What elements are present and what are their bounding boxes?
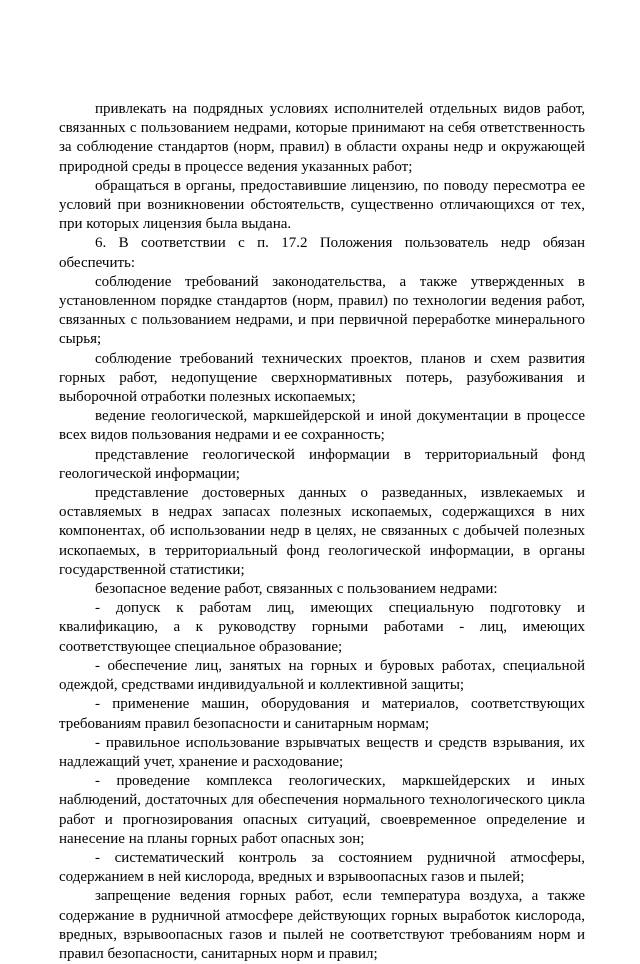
list-item-atmosphere-control: - систематический контроль за состоянием рудничной атмосферы, содержанием в ней кислорода, вредных и взрывоопасных газов и пылей; [59, 849, 585, 886]
paragraph-safe-operations: безопасное ведение работ, связанных с пользованием недрами: [95, 581, 498, 598]
paragraph-work-prohibition: запрещение ведения горных работ, если температура воздуха, а также содержание в рудничной атмосфере действующих горных выработок кислорода, вредных, взрывоопасных газов и пылей не соответствуют требованиям норм и правил безопасности, санитарных норм и правил; [59, 888, 585, 962]
paragraph-section-6: 6. В соответствии с п. 17.2 Положения пользователь недр обязан обеспечить: [59, 235, 585, 271]
list-item-explosives: - правильное использование взрывчатых веществ и средств взрывания, их надлежащий учет, хранение и расходование; [59, 734, 585, 770]
list-item-machinery: - применение машин, оборудования и материалов, соответствующих требованиям правил безопасности и санитарным нормам; [59, 696, 585, 732]
list-item-personnel-admission: - допуск к работам лиц, имеющих специальную подготовку и квалификацию, а к руководству горными работами - лиц, имеющих соответствующее специальное образование; [59, 600, 585, 655]
paragraph-reserves-data: представление достоверных данных о разведанных, извлекаемых и оставляемых в недрах запасах полезных ископаемых, содержащихся в них компонентах, об использовании недр в целях, не связанных с добычей полезных ископаемых, в территориальный фонд геологической информации, в органы государственной статистики; [59, 485, 585, 578]
paragraph-documentation: ведение геологической, маркшейдерской и иной документации в процессе всех видов пользования недрами и ее сохранность; [59, 408, 585, 444]
paragraph-contractors: привлекать на подрядных условиях исполнителей отдельных видов работ, связанных с пользованием недрами, которые принимают на себя ответственность за соблюдение стандартов (норм, правил) в области охраны недр и окружающей природной среды в процессе ведения указанных работ; [59, 101, 585, 175]
document-body [59, 100, 585, 964]
paragraph-technical-projects: соблюдение требований технических проектов, планов и схем развития горных работ, недопущение сверхнормативных потерь, разубоживания и выборочной отработки полезных ископаемых; [59, 350, 585, 406]
paragraph-geological-information: представление геологической информации в территориальный фонд геологической информации; [59, 446, 585, 482]
paragraph-legislation-compliance: соблюдение требований законодательства, а также утвержденных в установленном порядке стандартов (норм, правил) по технологии ведения работ, связанных с пользованием недрами, и при первичной переработке минерального сырья; [59, 273, 585, 348]
list-item-observations: - проведение комплекса геологических, маркшейдерских и иных наблюдений, достаточных для обеспечения нормального технологического цикла работ и прогнозирования опасных ситуаций, своевременное определение и нанесение на планы горных работ опасных зон; [59, 773, 585, 847]
list-item-protective-equipment: - обеспечение лиц, занятых на горных и буровых работах, специальной одеждой, средствами индивидуальной и коллективной защиты; [59, 657, 585, 694]
paragraph-license-review: обращаться в органы, предоставившие лицензию, по поводу пересмотра ее условий при возникновении обстоятельств, существенно отличающихся от тех, при которых лицензия была выдана. [59, 177, 585, 233]
